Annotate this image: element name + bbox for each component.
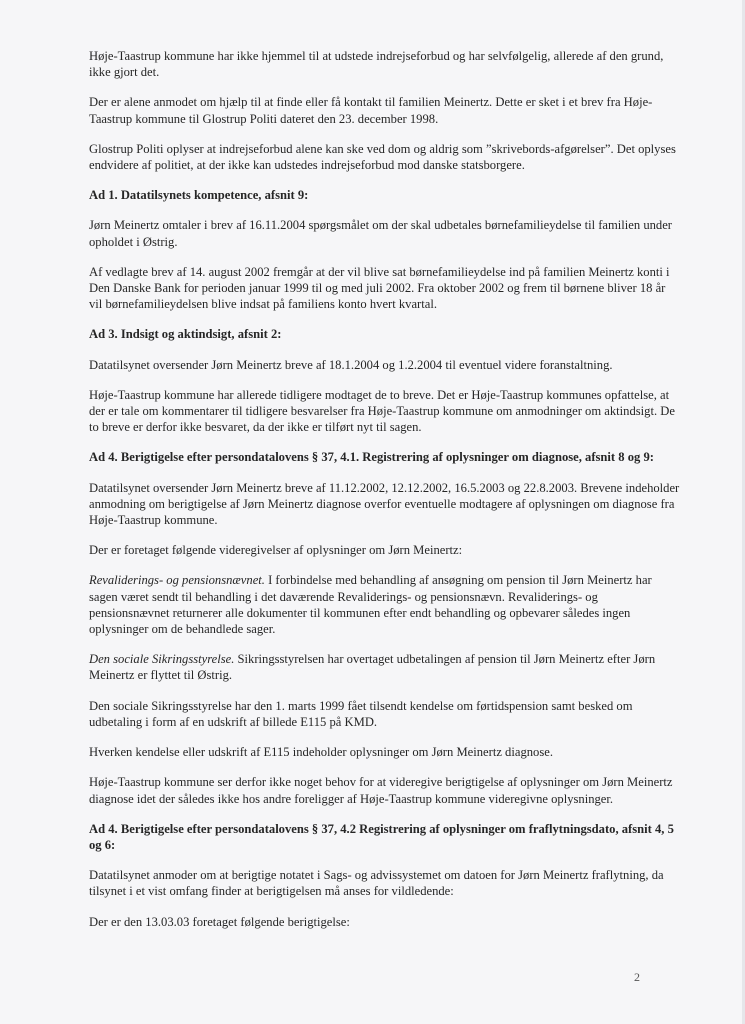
paragraph: Der er alene anmodet om hjælp til at finde eller få kontakt til familien Meinertz. Dette er sket i et brev fra Høje-Taastrup kommune til Glostrup Politi dateret den 23. december 1998. [89, 95, 653, 126]
paragraph: Der er den 13.03.03 foretaget følgende berigtigelse: [89, 914, 350, 929]
paragraph [89, 572, 681, 637]
paragraph-text: Sikringsstyrelsen har overtaget udbetalingen af pension til Jørn Meinertz efter Jørn Meinertz er flyttet til Østrig. [89, 652, 656, 683]
paragraph: Den sociale Sikringsstyrelse har den 1. marts 1999 fået tilsendt kendelse om førtidspension samt besked om udbetaling i form af en udskrift af billede E115 på KMD. [89, 698, 633, 729]
paragraph: Datatilsynet oversender Jørn Meinertz breve af 18.1.2004 og 1.2.2004 til eventuel videre foranstaltning. [89, 357, 613, 372]
document-body [89, 48, 681, 944]
section-heading: Ad 3. Indsigt og aktindsigt, afsnit 2: [89, 327, 282, 342]
section-heading: Ad 1. Datatilsynets kompetence, afsnit 9: [89, 188, 309, 203]
paragraph: Jørn Meinertz omtaler i brev af 16.11.2004 spørgsmålet om der skal udbetales børnefamilieydelse til familien under opholdet i Østrig. [89, 218, 672, 249]
paragraph: Høje-Taastrup kommune har ikke hjemmel til at udstede indrejseforbud og har selvfølgelig, allerede af den grund, ikke gjort det. [89, 49, 664, 80]
paragraph: Høje-Taastrup kommune ser derfor ikke noget behov for at videregive berigtigelse af oplysninger om Jørn Meinertz diagnose idet der således ikke hos andre foreligger af Høje-Taastrup kommune videregivne oplysninger. [89, 775, 673, 806]
paragraph: Af vedlagte brev af 14. august 2002 fremgår at der vil blive sat børnefamilieydelse ind på familien Meinertz konti i Den Danske Bank for perioden januar 1999 til og med juli 2002. Fra oktober 2002 og frem til børnene bliver 18 år vil børnefamilieydelsen blive indsat på familiens konto hvert kvartal. [89, 264, 670, 312]
page-number: 2 [634, 970, 640, 984]
paragraph [89, 651, 681, 683]
paragraph: Datatilsynet oversender Jørn Meinertz breve af 11.12.2002, 12.12.2002, 16.5.2003 og 22.8.2003. Brevene indeholder anmodning om berigtigelse af Jørn Meinertz diagnose overfor eventuelle modtagere af oplysningen om diagnose fra Høje-Taastrup kommune. [89, 480, 680, 528]
italic-lead: Den sociale Sikringsstyrelse. [89, 652, 235, 667]
section-heading: Ad 4. Berigtigelse efter persondatalovens § 37, 4.1. Registrering af oplysninger om diagnose, afsnit 8 og 9: [89, 450, 654, 465]
paragraph: Hverken kendelse eller udskrift af E115 indeholder oplysninger om Jørn Meinertz diagnose. [89, 745, 553, 760]
paragraph: Glostrup Politi oplyser at indrejseforbud alene kan ske ved dom og aldrig som ”skrivebords-afgørelser”. Det oplyses endvidere af politiet, at der ikke kan udstedes indrejseforbud mod danske statsborgere. [89, 141, 676, 173]
italic-lead: Revaliderings- og pensionsnævnet. [89, 573, 265, 588]
paragraph: Datatilsynet anmoder om at berigtige notatet i Sags- og advissystemet om datoen for Jørn Meinertz fraflytning, da tilsynet i et vist omfang finder at berigtigelsen må anses for vildledende: [89, 868, 664, 899]
section-heading: Ad 4. Berigtigelse efter persondatalovens § 37, 4.2 Registrering af oplysninger om fraflytningsdato, afsnit 4, 5 og 6: [89, 821, 674, 852]
paragraph-text: I forbindelse med behandling af ansøgning om pension til Jørn Meinertz har sagen været sendt til behandling i det daværende Revaliderings- og pensionsnævn. Revaliderings- og pensionsnævnet returnerer alle dokumenter til kommunen efter endt behandling og opbevarer således ingen oplysninger om de behandlede sager. [89, 573, 652, 637]
paragraph: Der er foretaget følgende videregivelser af oplysninger om Jørn Meinertz: [89, 543, 463, 558]
paragraph: Høje-Taastrup kommune har allerede tidligere modtaget de to breve. Det er Høje-Taastrup kommunes opfattelse, at der er tale om kommentarer til tidligere besvarelser fra Høje-Taastrup kommune om anmodninger om aktindsigt. De to breve er derfor ikke besvaret, da der ikke er tilført nyt til sagen. [89, 387, 675, 435]
